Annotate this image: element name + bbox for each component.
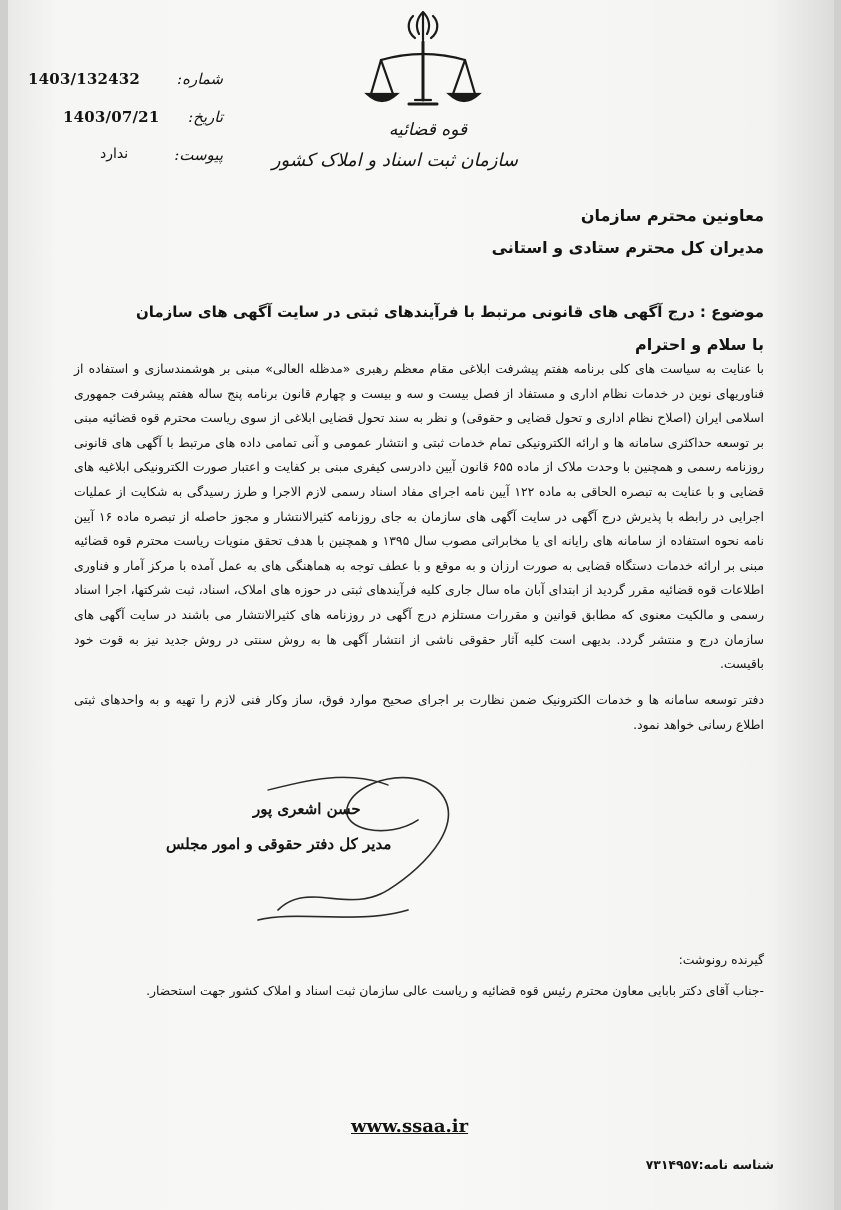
copy-recipient-text: -جناب آقای دکتر بابایی معاون محترم رئیس قوه قضائیه و ریاست عالی سازمان ثبت اسناد و املاک کشور جهت استحضار. — [146, 983, 764, 998]
letter-id: شناسه نامه:۷۳۱۴۹۵۷ — [645, 1157, 774, 1172]
organization-name: سازمان ثبت اسناد و املاک کشور — [271, 150, 518, 171]
letter-attachment-row — [28, 146, 223, 174]
letter-page — [8, 0, 834, 1210]
recipient-line-1: معاونین محترم سازمان — [580, 206, 764, 225]
letter-number-row — [28, 70, 223, 98]
judiciary-wordmark: قوه قضائیه — [388, 120, 468, 140]
letter-number-value: 1403/132432 — [28, 70, 141, 88]
signatory-name: حسن اشعری پور — [253, 800, 361, 818]
letter-date-label: تاریخ: — [188, 108, 223, 126]
letter-date-value: 1403/07/21 — [63, 108, 160, 126]
closing-paragraph: دفتر توسعه سامانه ها و خدمات الکترونیک ضمن نظارت بر اجرای صحیح موارد فوق، ساز وکار فنی لازم را تهیه و به واحدهای ثبتی اطلاع رسانی خواهد نمود. — [74, 692, 764, 732]
letter-date-row — [28, 108, 223, 136]
signatory-title: مدیر کل دفتر حقوقی و امور مجلس — [166, 835, 392, 853]
letter-subject: موضوع : درج آگهی های قانونی مرتبط با فرآیندهای ثبتی در سایت آگهی های سازمان — [135, 303, 764, 321]
website-url: www.ssaa.ir — [351, 1116, 469, 1137]
letter-greeting: با سلام و احترام — [635, 335, 764, 354]
letter-attachment-label: پیوست: — [174, 146, 223, 164]
letter-attachment-value: ندارد — [100, 146, 129, 162]
recipient-line-2: مدیران کل محترم ستادی و استانی — [491, 238, 764, 257]
judiciary-emblem-icon — [363, 8, 483, 118]
letter-number-label: شماره: — [177, 70, 223, 88]
body-paragraph: با عنایت به سیاست های کلی برنامه هفتم پیشرفت ابلاغی مقام معظم رهبری «مدظله العالی» مبنی بر هوشمندسازی و استفاده از فناوریهای نوین در خدمات نظام اداری و مستفاد از فصل بیست و سه و بیست و چهارم قانون برنامه پنج ساله هفتم پیشرفت جمهوری اسلامی ایران (اصلاح نظام اداری و تحول قضایی و حقوقی) و نظر به سند تحول قضایی ابلاغی از سوی ریاست محترم قوه قضائیه مبنی بر توسعه حداکثری سامانه ها و ارائه الکترونیکی تمام خدمات ثبتی و انتشار عمومی و آنی تمامی داده های مرتبط با آگهی های قانونی روزنامه رسمی و همچنین با وحدت ملاک از ماده ۶۵۵ قانون آیین دادرسی کیفری مبنی بر کفایت و اعتبار صورت الکترونیکی ابلاغیه های قضایی و با عنایت به تبصره الحاقی به ماده ۱۲۲ آیین نامه اجرای مفاد اسناد رسمی لازم الاجرا و طرز رسیدگی به شکایت از عملیات اجرایی در رابطه با پذیرش درج آگهی در سایت آگهی های سازمان به جای روزنامه کثیرالانتشار و مجوز حاصله از تبصره ماده ۱۶ آیین نامه نحوه استفاده از سامانه های رایانه ای یا مخابراتی مصوب سال ۱۳۹۵ و همچنین با هدف تحقق منویات ریاست محترم قوه قضائیه مبنی بر ارائه خدمات دستگاه قضایی به صورت ارزان و به موقع و با عطف توجه به هماهنگی های به عمل آمده با مرکز آمار و فناوری اطلاعات قوه قضائیه مقرر گردید از ابتدای آبان ماه سال جاری کلیه فرآیندهای ثبتی در حوزه های املاک، اسناد، ثبت شرکتها، اجرا اسناد رسمی و مالکیت معنوی که مطابق قوانین و مقررات مستلزم درج آگهی در روزنامه های کثیرالانتشار می باشند در سایت آگهی های سازمان درج و منتشر گردد. بدیهی است کلیه آثار حقوقی ناشی از انتشار آگهی ها به روش سنتی در روش جدید نیز به قوت خود باقیست. — [74, 361, 764, 672]
copy-recipient-label: گیرنده رونوشت: — [678, 952, 764, 967]
